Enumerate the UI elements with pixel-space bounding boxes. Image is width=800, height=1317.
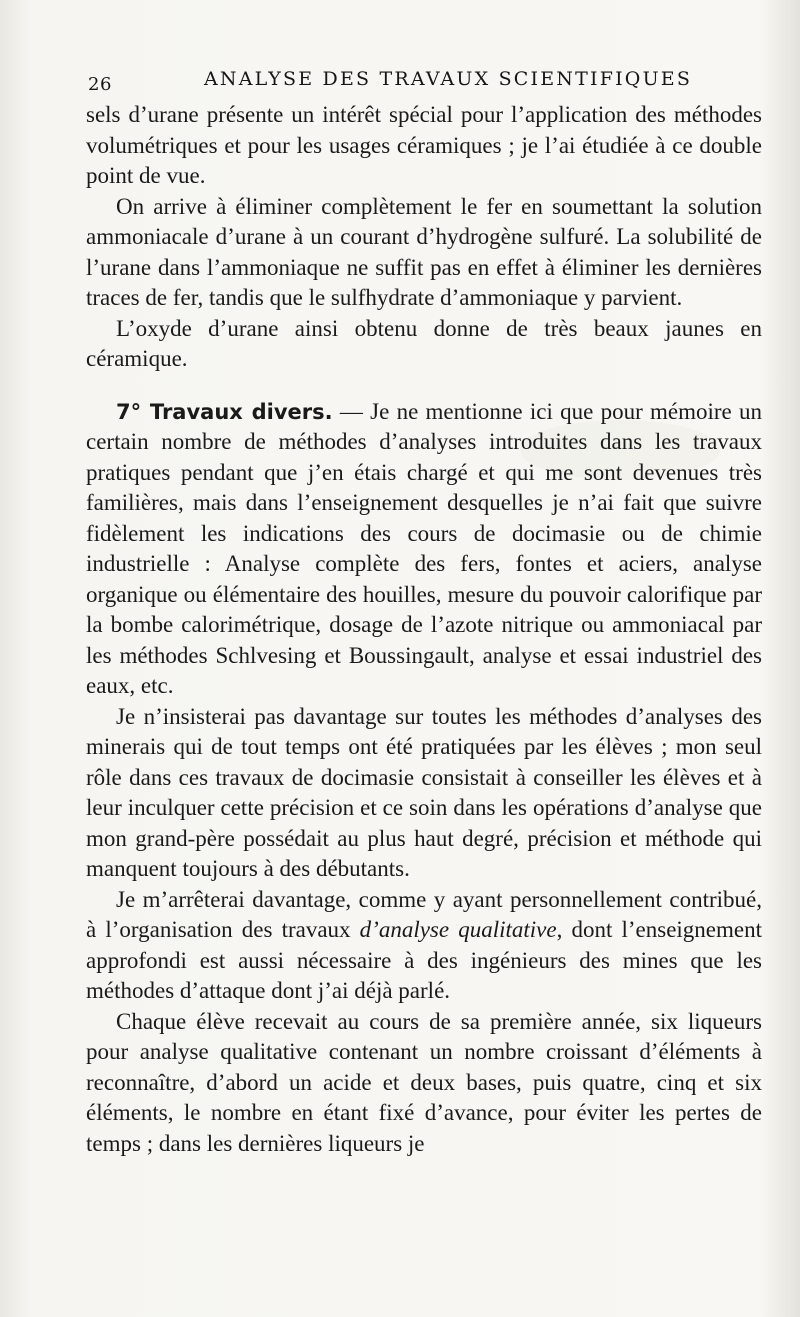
page-header xyxy=(88,66,768,96)
qualitative-before: Je m’arrêterai davantage, comme y ayant personnellement contribué, à l’organisation des travaux xyxy=(86,886,762,942)
section-travaux-divers xyxy=(86,397,762,702)
paragraph-liqueurs: Chaque élève recevait au cours de sa première année, six liqueurs pour analyse qualitative contenant un nombre croissant d’éléments à reconnaître, d’abord un acide et deux bases, puis quatre, cinq et six éléments, le nombre en étant fixé d’avance, pour éviter les pertes de temps ; dans les dernières liqueurs je xyxy=(86,1008,762,1156)
paragraph-analyse-qualitative xyxy=(86,885,762,1007)
paragraph-fer-elimination: On arrive à éliminer complètement le fer en soumettant la solution ammoniacale d’urane à un courant d’hydrogène sulfuré. La solubilité de l’urane dans l’ammoniaque ne suffit pas en effet à éliminer les dernières traces de fer, tandis que le sulfhydrate d’ammoniaque y parvient. xyxy=(86,193,762,310)
paragraph-urane-intro: sels d’urane présente un intérêt spécial pour l’application des méthodes volumétriques et pour les usages céramiques ; je l’ai étudiée à ce double point de vue. xyxy=(86,102,762,188)
qualitative-after: , dont l’enseignement approfondi est aussi nécessaire à des ingénieurs des mines que les méthodes d’attaque dont j’ai déjà parlé. xyxy=(86,917,762,1003)
page-number: 26 xyxy=(88,74,112,95)
running-title: ANALYSE DES TRAVAUX SCIENTIFIQUES xyxy=(204,68,693,90)
qualitative-emphasis: d’analyse qualitative xyxy=(359,917,557,942)
paragraph-oxyde-urane: L’oxyde d’urane ainsi obtenu donne de très beaux jaunes en céramique. xyxy=(86,315,762,371)
paragraph-minerais: Je n’insisterai pas davantage sur toutes les méthodes d’analyses des minerais qui de tout temps ont été pratiquées par les élèves ; mon seul rôle dans ces travaux de docimasie consistait à conseiller les élèves et à leur inculquer cette précision et ce soin dans les opérations d’analyse que mon grand-père possédait au plus haut degré, précision et méthode qui manquent toujours à des débutants. xyxy=(86,703,762,881)
section-title: 7° Travaux divers. xyxy=(116,399,333,424)
page-body xyxy=(86,100,762,1159)
section-text: — Je ne mentionne ici que pour mémoire un certain nombre de méthodes d’analyses introduites dans les travaux pratiques pendant que j’en étais chargé et qui me sont devenues très familières, mais dans l’enseignement desquelles je n’ai fait que suivre fidèlement les indications des cours de docimasie ou de chimie industrielle : Analyse complète des fers, fontes et aciers, analyse organique ou élémentaire des houilles, mesure du pouvoir calorifique par la bombe calorimétrique, dosage de l’azote nitrique ou ammoniacal par les méthodes Schlvesing et Boussingault, analyse et essai industriel des eaux, etc. xyxy=(86,398,762,698)
